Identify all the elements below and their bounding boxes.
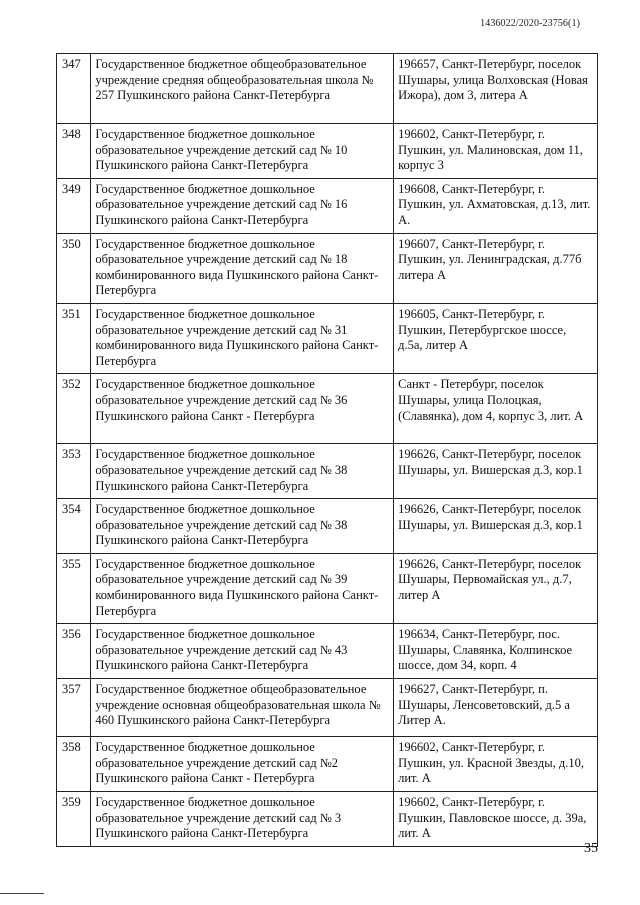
table-row xyxy=(57,178,598,233)
institution-address: 196626, Санкт-Петербург, поселок Шушары, ул. Вишерская д.3, кор.1 xyxy=(394,499,598,554)
institutions-table xyxy=(56,53,598,847)
row-number: 355 xyxy=(57,553,91,623)
row-number: 354 xyxy=(57,499,91,554)
table-row xyxy=(57,233,598,303)
institution-name: Государственное бюджетное общеобразовательное учреждение средняя общеобразовательная школа № 257 Пушкинского района Санкт-Петербурга xyxy=(91,54,394,124)
document-registration-number: 1436022/2020-23756(1) xyxy=(480,18,580,29)
row-number: 350 xyxy=(57,233,91,303)
institution-address: 196626, Санкт-Петербург, поселок Шушары, Первомайская ул., д.7, литер А xyxy=(394,553,598,623)
table-row xyxy=(57,737,598,792)
institution-name: Государственное бюджетное дошкольное образовательное учреждение детский сад № 36 Пушкинского района Санкт - Петербурга xyxy=(91,374,394,444)
institution-address: 196657, Санкт-Петербург, поселок Шушары, улица Волховская (Новая Ижора), дом 3, литера А xyxy=(394,54,598,124)
row-number: 359 xyxy=(57,792,91,847)
institution-address: 196608, Санкт-Петербург, г. Пушкин, ул. Ахматовская, д.13, лит. А. xyxy=(394,178,598,233)
institution-address: Санкт - Петербург, поселок Шушары, улица Полоцкая, (Славянка), дом 4, корпус 3, лит. А xyxy=(394,374,598,444)
institution-address: 196626, Санкт-Петербург, поселок Шушары, ул. Вишерская д.3, кор.1 xyxy=(394,444,598,499)
row-number: 352 xyxy=(57,374,91,444)
institution-name: Государственное бюджетное дошкольное образовательное учреждение детский сад № 43 Пушкинского района Санкт-Петербурга xyxy=(91,624,394,679)
table-row xyxy=(57,499,598,554)
table-row xyxy=(57,624,598,679)
row-number: 358 xyxy=(57,737,91,792)
row-number: 347 xyxy=(57,54,91,124)
institution-name: Государственное бюджетное дошкольное образовательное учреждение детский сад № 18 комбинированного вида Пушкинского района Санкт-Петербурга xyxy=(91,233,394,303)
institution-name: Государственное бюджетное дошкольное образовательное учреждение детский сад № 39 комбинированного вида Пушкинского района Санкт-Петербурга xyxy=(91,553,394,623)
institution-address: 196634, Санкт-Петербург, пос. Шушары, Славянка, Колпинское шоссе, дом 34, корп. 4 xyxy=(394,624,598,679)
institution-address: 196627, Санкт-Петербург, п. Шушары, Ленсоветовский, д.5 а Литер А. xyxy=(394,679,598,737)
footer-rule xyxy=(0,893,44,895)
institution-address: 196605, Санкт-Петербург, г. Пушкин, Петербургское шоссе, д.5а, литер А xyxy=(394,303,598,373)
table-row xyxy=(57,124,598,179)
row-number: 357 xyxy=(57,679,91,737)
institution-name: Государственное бюджетное дошкольное образовательное учреждение детский сад №2 Пушкинского района Санкт - Петербурга xyxy=(91,737,394,792)
table-row xyxy=(57,303,598,373)
institution-name: Государственное бюджетное дошкольное образовательное учреждение детский сад № 38 Пушкинского района Санкт-Петербурга xyxy=(91,499,394,554)
institution-name: Государственное бюджетное дошкольное образовательное учреждение детский сад № 16 Пушкинского района Санкт-Петербурга xyxy=(91,178,394,233)
row-number: 356 xyxy=(57,624,91,679)
table-row xyxy=(57,444,598,499)
institution-name: Государственное бюджетное дошкольное образовательное учреждение детский сад № 38 Пушкинского района Санкт-Петербурга xyxy=(91,444,394,499)
table-row xyxy=(57,679,598,737)
row-number: 353 xyxy=(57,444,91,499)
page-number: 35 xyxy=(584,841,598,856)
table-row xyxy=(57,792,598,847)
institution-name: Государственное бюджетное дошкольное образовательное учреждение детский сад № 31 комбинированного вида Пушкинского района Санкт-Петербурга xyxy=(91,303,394,373)
table-row xyxy=(57,553,598,623)
row-number: 348 xyxy=(57,124,91,179)
institution-name: Государственное бюджетное общеобразовательное учреждение основная общеобразовательная школа № 460 Пушкинского района Санкт-Петербурга xyxy=(91,679,394,737)
row-number: 351 xyxy=(57,303,91,373)
table-row xyxy=(57,374,598,444)
institution-address: 196602, Санкт-Петербург, г. Пушкин, Павловское шоссе, д. 39а, лит. А xyxy=(394,792,598,847)
institution-name: Государственное бюджетное дошкольное образовательное учреждение детский сад № 3 Пушкинского района Санкт-Петербурга xyxy=(91,792,394,847)
row-number: 349 xyxy=(57,178,91,233)
institution-name: Государственное бюджетное дошкольное образовательное учреждение детский сад № 10 Пушкинского района Санкт-Петербурга xyxy=(91,124,394,179)
institution-address: 196607, Санкт-Петербург, г. Пушкин, ул. Ленинградская, д.77б литера А xyxy=(394,233,598,303)
institution-address: 196602, Санкт-Петербург, г. Пушкин, ул. Малиновская, дом 11, корпус 3 xyxy=(394,124,598,179)
institution-address: 196602, Санкт-Петербург, г. Пушкин, ул. Красной Звезды, д.10, лит. А xyxy=(394,737,598,792)
table-row xyxy=(57,54,598,124)
